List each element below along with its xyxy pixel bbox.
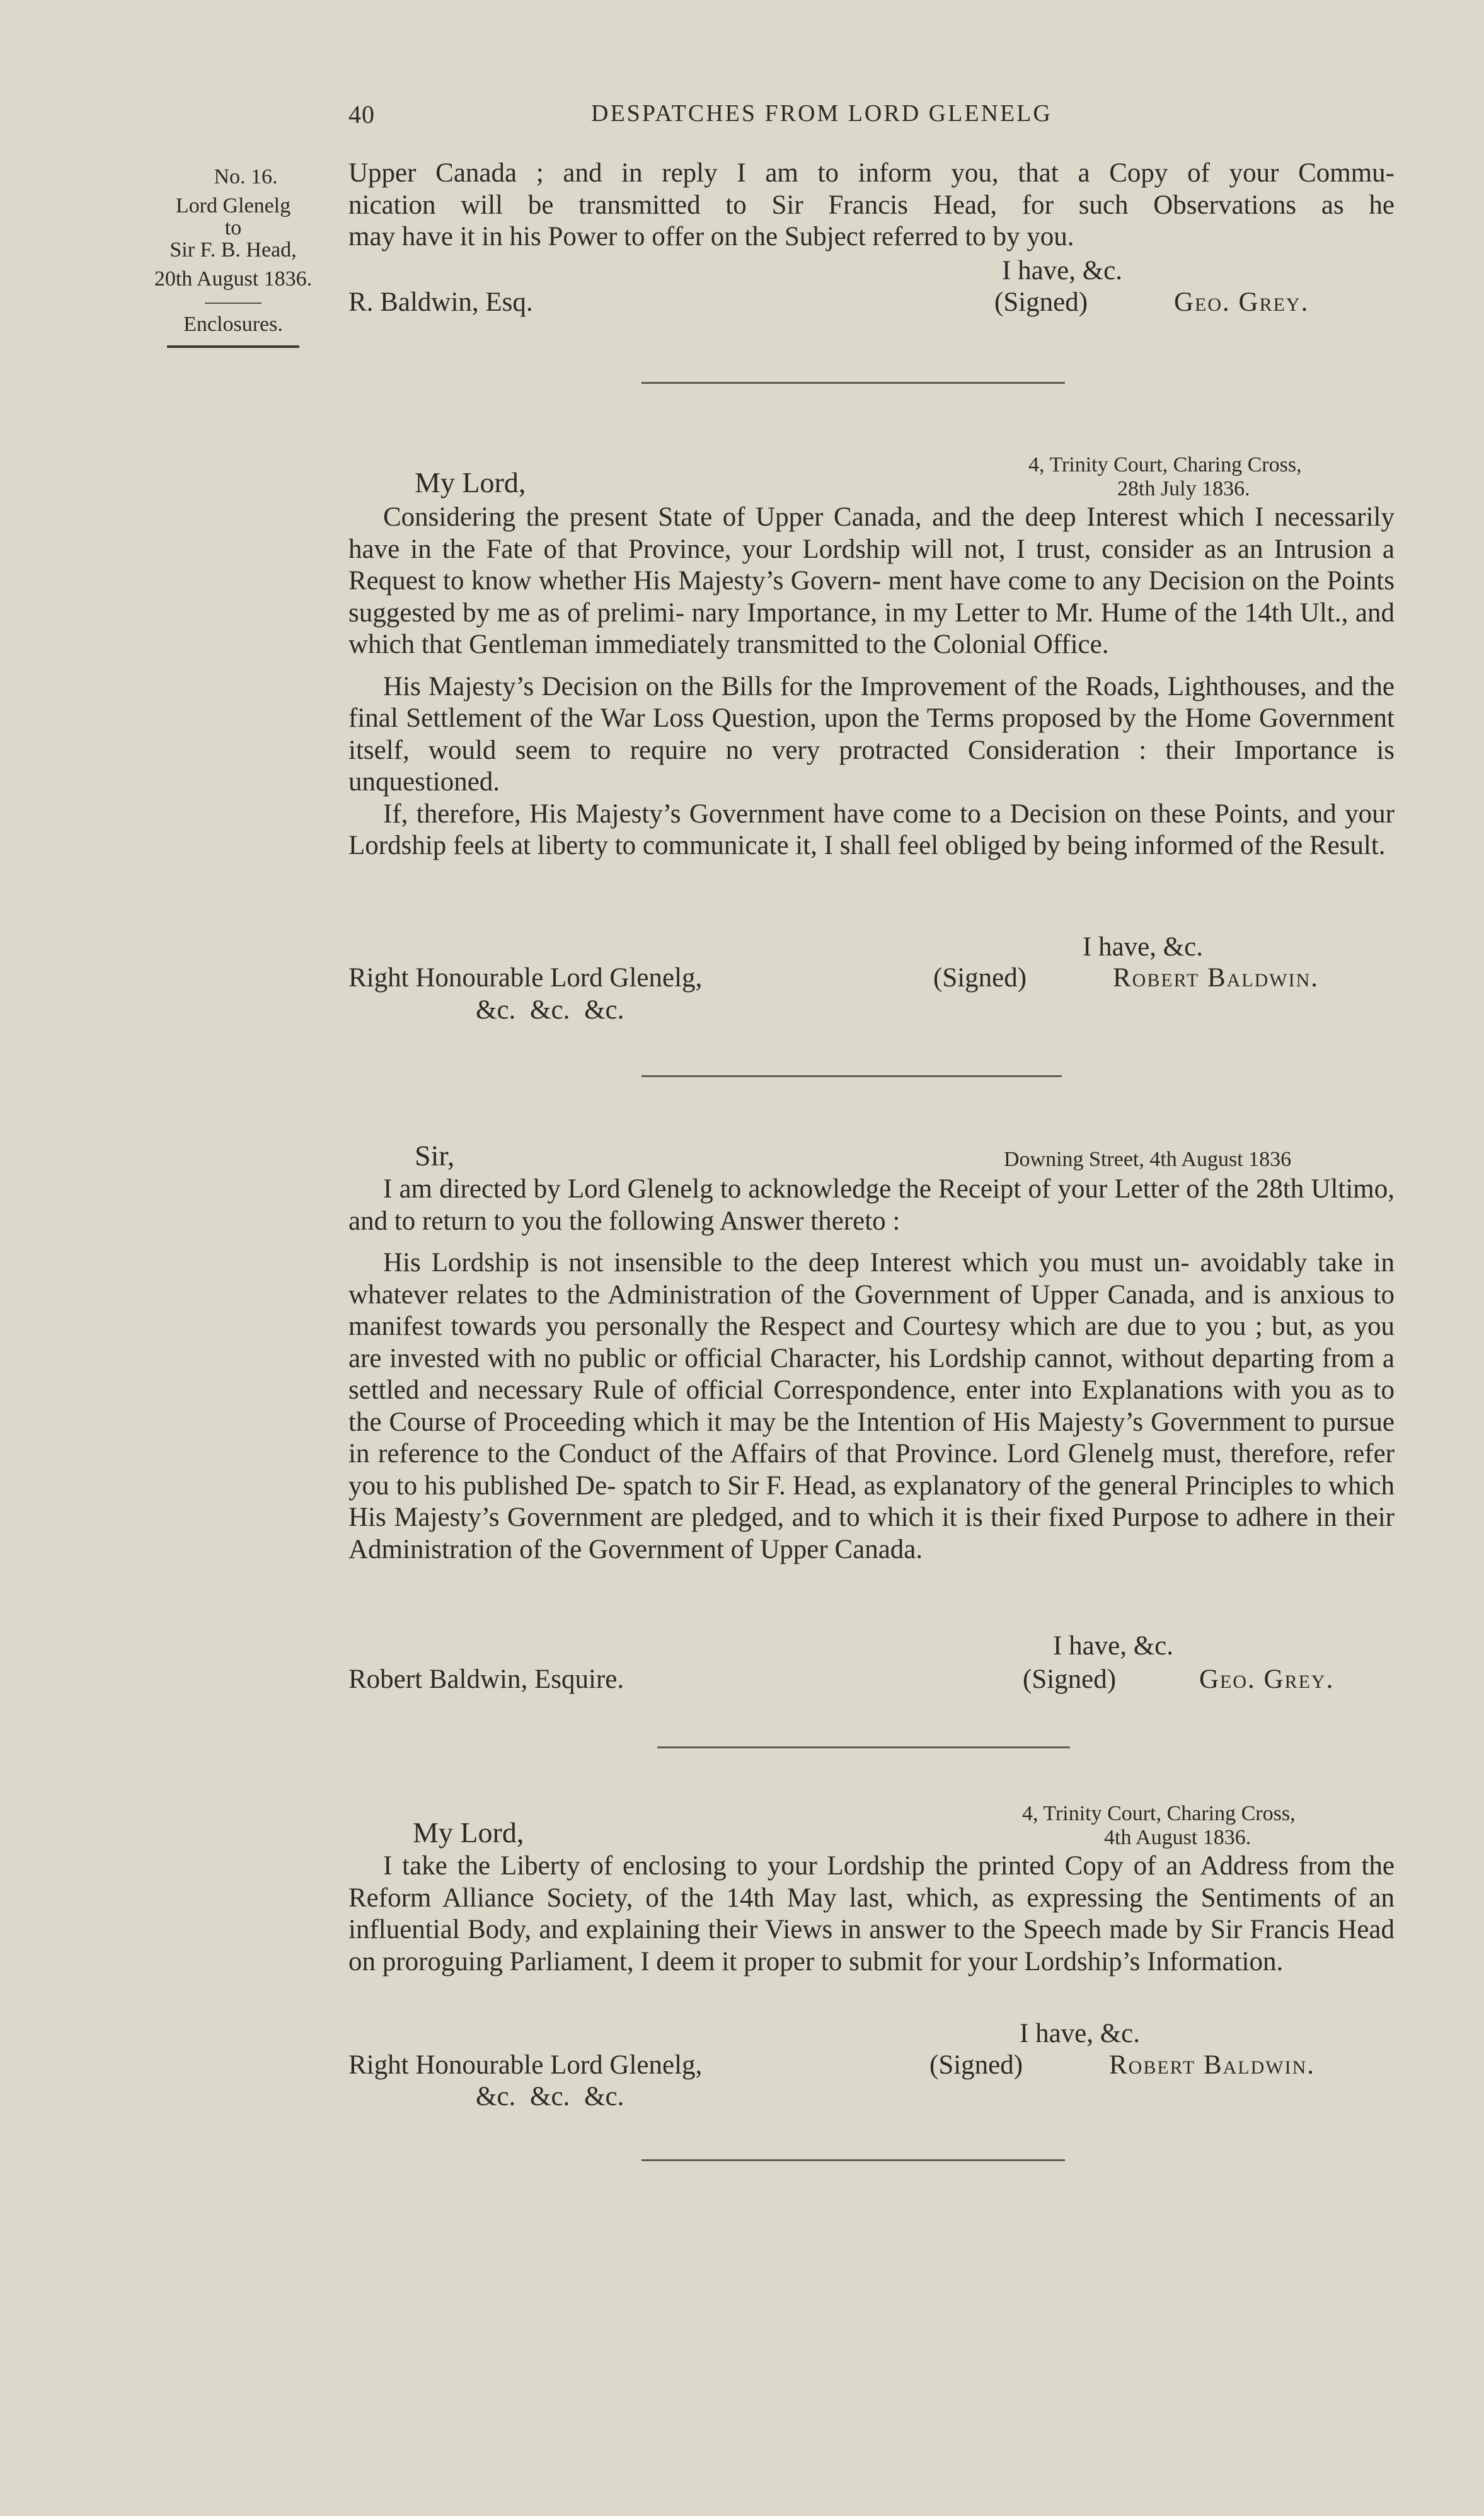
letter2-paragraph: Considering the present State of Upper Canada, and the deep Interest which I necessarily have in the Fate of that Province, your Lordship will not, I trust, consider as an Intrusion a Request to know whether His Majesty’s Govern- ment have come to any Decision on the Points suggested by me as of prelimi- nary Importance, in my Letter to Mr. Hume of the 14th Ult., and which that Gentleman immediately transmitted to the Colonial Office. [348, 502, 1395, 659]
letter4-body [348, 1850, 1395, 1978]
running-head [348, 100, 1395, 137]
section-divider [641, 2159, 1065, 2161]
letter4-signature-row [348, 2050, 1395, 2081]
letter2-signature-row [348, 962, 1395, 994]
letter3-closing: I have, &c. [1053, 1631, 1174, 1661]
letter2-signed: (Signed) [933, 963, 1027, 993]
letter1-closing: I have, &c. [1002, 256, 1123, 286]
letter3-body [348, 1174, 1395, 1566]
margin-number: No. 16. [214, 165, 278, 188]
letter2-etc-row [348, 995, 1395, 1026]
section-divider [657, 1746, 1070, 1748]
letter1-closing-row [348, 255, 1395, 287]
margin-dash [205, 303, 262, 304]
letter4-signature: Robert Baldwin. [1109, 2050, 1316, 2080]
letter2-salutation: My Lord, [415, 466, 526, 499]
page-number: 40 [348, 100, 375, 129]
margin-rule [167, 345, 299, 348]
letter1-signature-row [348, 287, 1395, 318]
letter2-signature: Robert Baldwin. [1113, 963, 1320, 993]
margin-note [120, 163, 347, 348]
letter1-line: nication will be transmitted to Sir Francis Head, for such Observations as he [348, 190, 1395, 220]
letter3-closing-row [348, 1630, 1395, 1662]
letter2-addressee: Right Honourable Lord Glenelg, [348, 963, 703, 993]
section-divider [641, 382, 1065, 384]
letter4-etc-row [348, 2081, 1395, 2113]
letter2-address: 4, Trinity Court, Charing Cross, [1028, 453, 1302, 476]
letter3-address: Downing Street, 4th August 1836 [1004, 1148, 1292, 1171]
letter3-signed: (Signed) [1023, 1665, 1117, 1694]
letter4-closing-row [348, 2018, 1395, 2050]
letter2-paragraph: His Majesty’s Decision on the Bills for the Improvement of the Roads, Lighthouses, and the final Settlement of the War Loss Question, upon the Terms proposed by the Home Government itself, would seem to require no very protracted Consideration : their Importance is unquestioned. [348, 671, 1395, 797]
letter1-addressee: R. Baldwin, Esq. [348, 287, 533, 317]
section-divider [641, 1075, 1062, 1077]
letter4-salutation: My Lord, [413, 1816, 524, 1849]
letter2-date: 28th July 1836. [1117, 477, 1250, 500]
running-title: DESPATCHES FROM LORD GLENELG [591, 100, 1052, 127]
letter4-address: 4, Trinity Court, Charing Cross, [1022, 1802, 1296, 1825]
letter2-body [348, 502, 1395, 862]
letter4-closing: I have, &c. [1020, 2019, 1141, 2048]
letter1-signature: Geo. Grey. [1174, 287, 1309, 317]
letter1-line: may have it in his Power to offer on the Subject referred to by you. [348, 222, 1074, 251]
letter3-paragraph: His Lordship is not insensible to the deep Interest which you must un- avoidably take in whatever relates to the Administration of the Government of Upper Canada, and is anxious to manifest towards you personally the Respect and Courtesy which are due to you ; but, as you are invested with no public or official Character, his Lordship cannot, without departing from a settled and necessary Rule of official Correspondence, enter into Explanations with you as to the Course of Proceeding which it may be the Intention of His Majesty’s Government to pursue in reference to the Conduct of the Affairs of that Province. Lord Glenelg must, therefore, refer you to his published De- spatch to Sir F. Head, as explanatory of the general Principles to which His Majesty’s Government are pledged, and to which it is their fixed Purpose to adhere in their Administration of the Government of Upper Canada. [348, 1248, 1395, 1564]
letter3-paragraph: I am directed by Lord Glenelg to acknowledge the Receipt of your Letter of the 28th Ultimo, and to return to you the following Answer thereto : [348, 1174, 1395, 1236]
letter2-closing: I have, &c. [1083, 932, 1204, 962]
letter1-signed: (Signed) [994, 287, 1088, 317]
letter3-signature-row [348, 1664, 1395, 1695]
letter1-body [348, 158, 1395, 253]
letter2-paragraph: If, therefore, His Majesty’s Government have come to a Decision on these Points, and your Lordship feels at liberty to communicate it, I shall feel obliged by being informed of the Result. [348, 799, 1395, 860]
margin-recipient: Sir F. B. Head, [170, 238, 297, 262]
letter2-addressee-etc: &c. &c. &c. [476, 995, 624, 1025]
letter4-paragraph: I take the Liberty of enclosing to your Lordship the printed Copy of an Address from the Reform Alliance Society, of the 14th May last, which, as expressing the Sentiments of an influential Body, and explaining their Views in answer to the Speech made by Sir Francis Head on proroguing Parliament, I deem it proper to submit for your Lordship’s Information. [348, 1851, 1395, 1976]
margin-from: Lord Glenelg [175, 194, 291, 217]
letter4-date: 4th August 1836. [1104, 1826, 1251, 1849]
letter4-signed: (Signed) [929, 2050, 1023, 2080]
letter3-salutation: Sir, [415, 1140, 455, 1172]
letter2-closing-row [348, 932, 1395, 963]
letter4-addressee-etc: &c. &c. &c. [476, 2082, 624, 2111]
letter3-signature: Geo. Grey. [1199, 1665, 1335, 1694]
letter1-line: Upper Canada ; and in reply I am to inform you, that a Copy of your Commu- [348, 158, 1395, 188]
margin-date: 20th August 1836. [154, 267, 313, 291]
letter3-addressee: Robert Baldwin, Esquire. [348, 1665, 624, 1694]
margin-to: to [224, 216, 242, 239]
margin-enclosures: Enclosures. [183, 313, 283, 336]
letter4-addressee: Right Honourable Lord Glenelg, [348, 2050, 703, 2080]
